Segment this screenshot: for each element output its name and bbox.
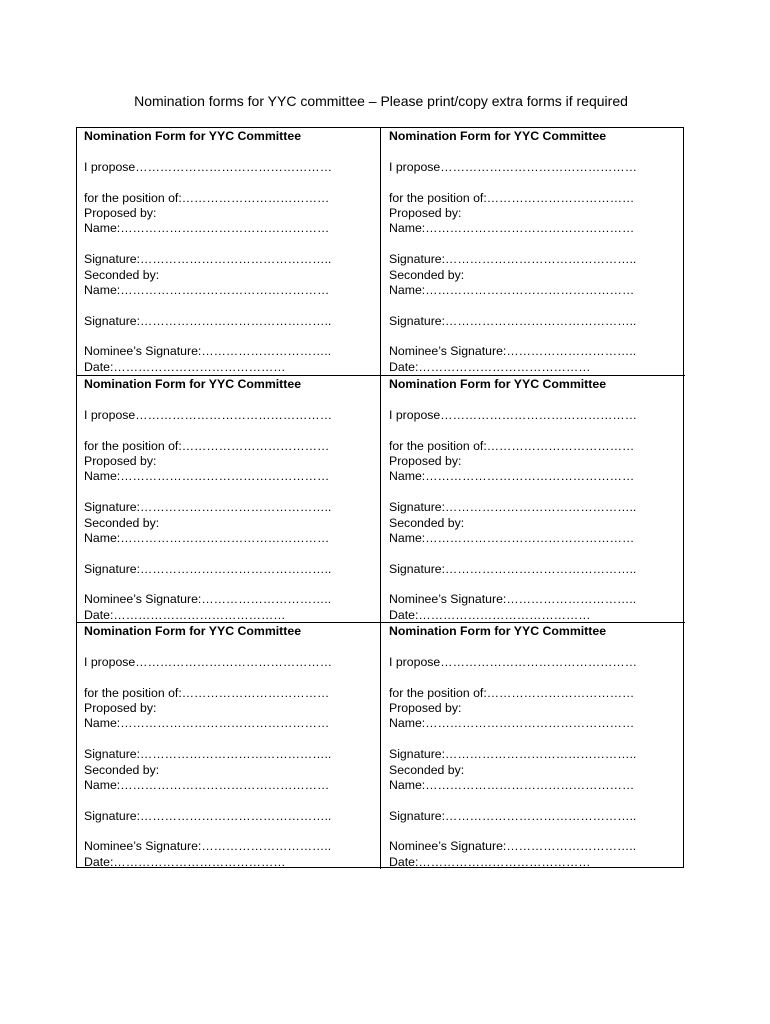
proposer-name-field[interactable]: Name:…………………………………………… xyxy=(84,716,330,731)
nominee-signature-field[interactable]: Nominee’s Signature:………………………….. xyxy=(389,592,637,607)
nomination-forms-grid xyxy=(76,127,684,868)
seconded-by-label: Seconded by: xyxy=(389,762,465,777)
position-field[interactable]: for the position of:……………………………… xyxy=(84,190,330,205)
form-heading: Nomination Form for YYC Committee xyxy=(389,377,607,391)
form-heading: Nomination Form for YYC Committee xyxy=(84,129,302,143)
form-heading: Nomination Form for YYC Committee xyxy=(84,377,302,391)
seconder-name-field[interactable]: Name:…………………………………………… xyxy=(84,282,330,297)
seconder-name-field[interactable]: Name:…………………………………………… xyxy=(84,530,330,545)
proposer-name-field[interactable]: Name:…………………………………………… xyxy=(389,221,635,236)
seconded-by-label: Seconded by: xyxy=(84,762,160,777)
nominee-signature-field[interactable]: Nominee’s Signature:………………………….. xyxy=(389,344,637,359)
form-heading: Nomination Form for YYC Committee xyxy=(84,624,302,638)
propose-field[interactable]: I propose………………………………………… xyxy=(389,407,638,422)
seconded-by-label: Seconded by: xyxy=(389,515,465,530)
date-field[interactable]: Date:…………………………………… xyxy=(389,607,591,622)
propose-field[interactable]: I propose………………………………………… xyxy=(84,654,333,669)
seconder-name-field[interactable]: Name:…………………………………………… xyxy=(389,777,635,792)
proposer-signature-field[interactable]: Signature:……………………………………….. xyxy=(84,747,332,762)
nomination-form xyxy=(77,375,381,622)
position-field[interactable]: for the position of:……………………………… xyxy=(389,190,635,205)
seconded-by-label: Seconded by: xyxy=(389,267,465,282)
page-title: Nomination forms for YYC committee – Please print/copy extra forms if required xyxy=(134,93,628,109)
proposed-by-label: Proposed by: xyxy=(389,700,462,715)
seconder-name-field[interactable]: Name:…………………………………………… xyxy=(84,777,330,792)
proposed-by-label: Proposed by: xyxy=(84,453,157,468)
propose-field[interactable]: I propose………………………………………… xyxy=(84,407,333,422)
seconder-signature-field[interactable]: Signature:……………………………………….. xyxy=(389,808,637,823)
proposer-signature-field[interactable]: Signature:……………………………………….. xyxy=(389,500,637,515)
date-field[interactable]: Date:…………………………………… xyxy=(389,854,591,869)
nomination-form xyxy=(381,375,685,622)
seconder-signature-field[interactable]: Signature:……………………………………….. xyxy=(389,313,637,328)
position-field[interactable]: for the position of:……………………………… xyxy=(389,438,635,453)
date-field[interactable]: Date:…………………………………… xyxy=(84,359,286,374)
form-heading: Nomination Form for YYC Committee xyxy=(389,624,607,638)
propose-field[interactable]: I propose………………………………………… xyxy=(84,159,333,174)
nominee-signature-field[interactable]: Nominee’s Signature:………………………….. xyxy=(389,839,637,854)
proposer-name-field[interactable]: Name:…………………………………………… xyxy=(84,221,330,236)
position-field[interactable]: for the position of:……………………………… xyxy=(84,685,330,700)
proposed-by-label: Proposed by: xyxy=(84,205,157,220)
seconded-by-label: Seconded by: xyxy=(84,515,160,530)
proposed-by-label: Proposed by: xyxy=(84,700,157,715)
proposer-signature-field[interactable]: Signature:……………………………………….. xyxy=(84,500,332,515)
position-field[interactable]: for the position of:……………………………… xyxy=(84,438,330,453)
nominee-signature-field[interactable]: Nominee’s Signature:………………………….. xyxy=(84,839,332,854)
propose-field[interactable]: I propose………………………………………… xyxy=(389,654,638,669)
nomination-form xyxy=(77,128,381,375)
seconder-signature-field[interactable]: Signature:……………………………………….. xyxy=(84,313,332,328)
seconded-by-label: Seconded by: xyxy=(84,267,160,282)
seconder-signature-field[interactable]: Signature:……………………………………….. xyxy=(389,561,637,576)
seconder-name-field[interactable]: Name:…………………………………………… xyxy=(389,282,635,297)
propose-field[interactable]: I propose………………………………………… xyxy=(389,159,638,174)
nominee-signature-field[interactable]: Nominee’s Signature:………………………….. xyxy=(84,344,332,359)
proposer-name-field[interactable]: Name:…………………………………………… xyxy=(389,469,635,484)
proposer-name-field[interactable]: Name:…………………………………………… xyxy=(389,716,635,731)
nomination-form xyxy=(77,622,381,869)
date-field[interactable]: Date:…………………………………… xyxy=(84,607,286,622)
proposed-by-label: Proposed by: xyxy=(389,205,462,220)
proposer-signature-field[interactable]: Signature:……………………………………….. xyxy=(389,747,637,762)
date-field[interactable]: Date:…………………………………… xyxy=(389,359,591,374)
seconder-name-field[interactable]: Name:…………………………………………… xyxy=(389,530,635,545)
nomination-form xyxy=(381,622,685,869)
date-field[interactable]: Date:…………………………………… xyxy=(84,854,286,869)
nomination-form xyxy=(381,128,685,375)
form-heading: Nomination Form for YYC Committee xyxy=(389,129,607,143)
nominee-signature-field[interactable]: Nominee’s Signature:………………………….. xyxy=(84,592,332,607)
proposer-name-field[interactable]: Name:…………………………………………… xyxy=(84,469,330,484)
proposed-by-label: Proposed by: xyxy=(389,453,462,468)
seconder-signature-field[interactable]: Signature:……………………………………….. xyxy=(84,561,332,576)
proposer-signature-field[interactable]: Signature:……………………………………….. xyxy=(389,252,637,267)
seconder-signature-field[interactable]: Signature:……………………………………….. xyxy=(84,808,332,823)
position-field[interactable]: for the position of:……………………………… xyxy=(389,685,635,700)
proposer-signature-field[interactable]: Signature:……………………………………….. xyxy=(84,252,332,267)
